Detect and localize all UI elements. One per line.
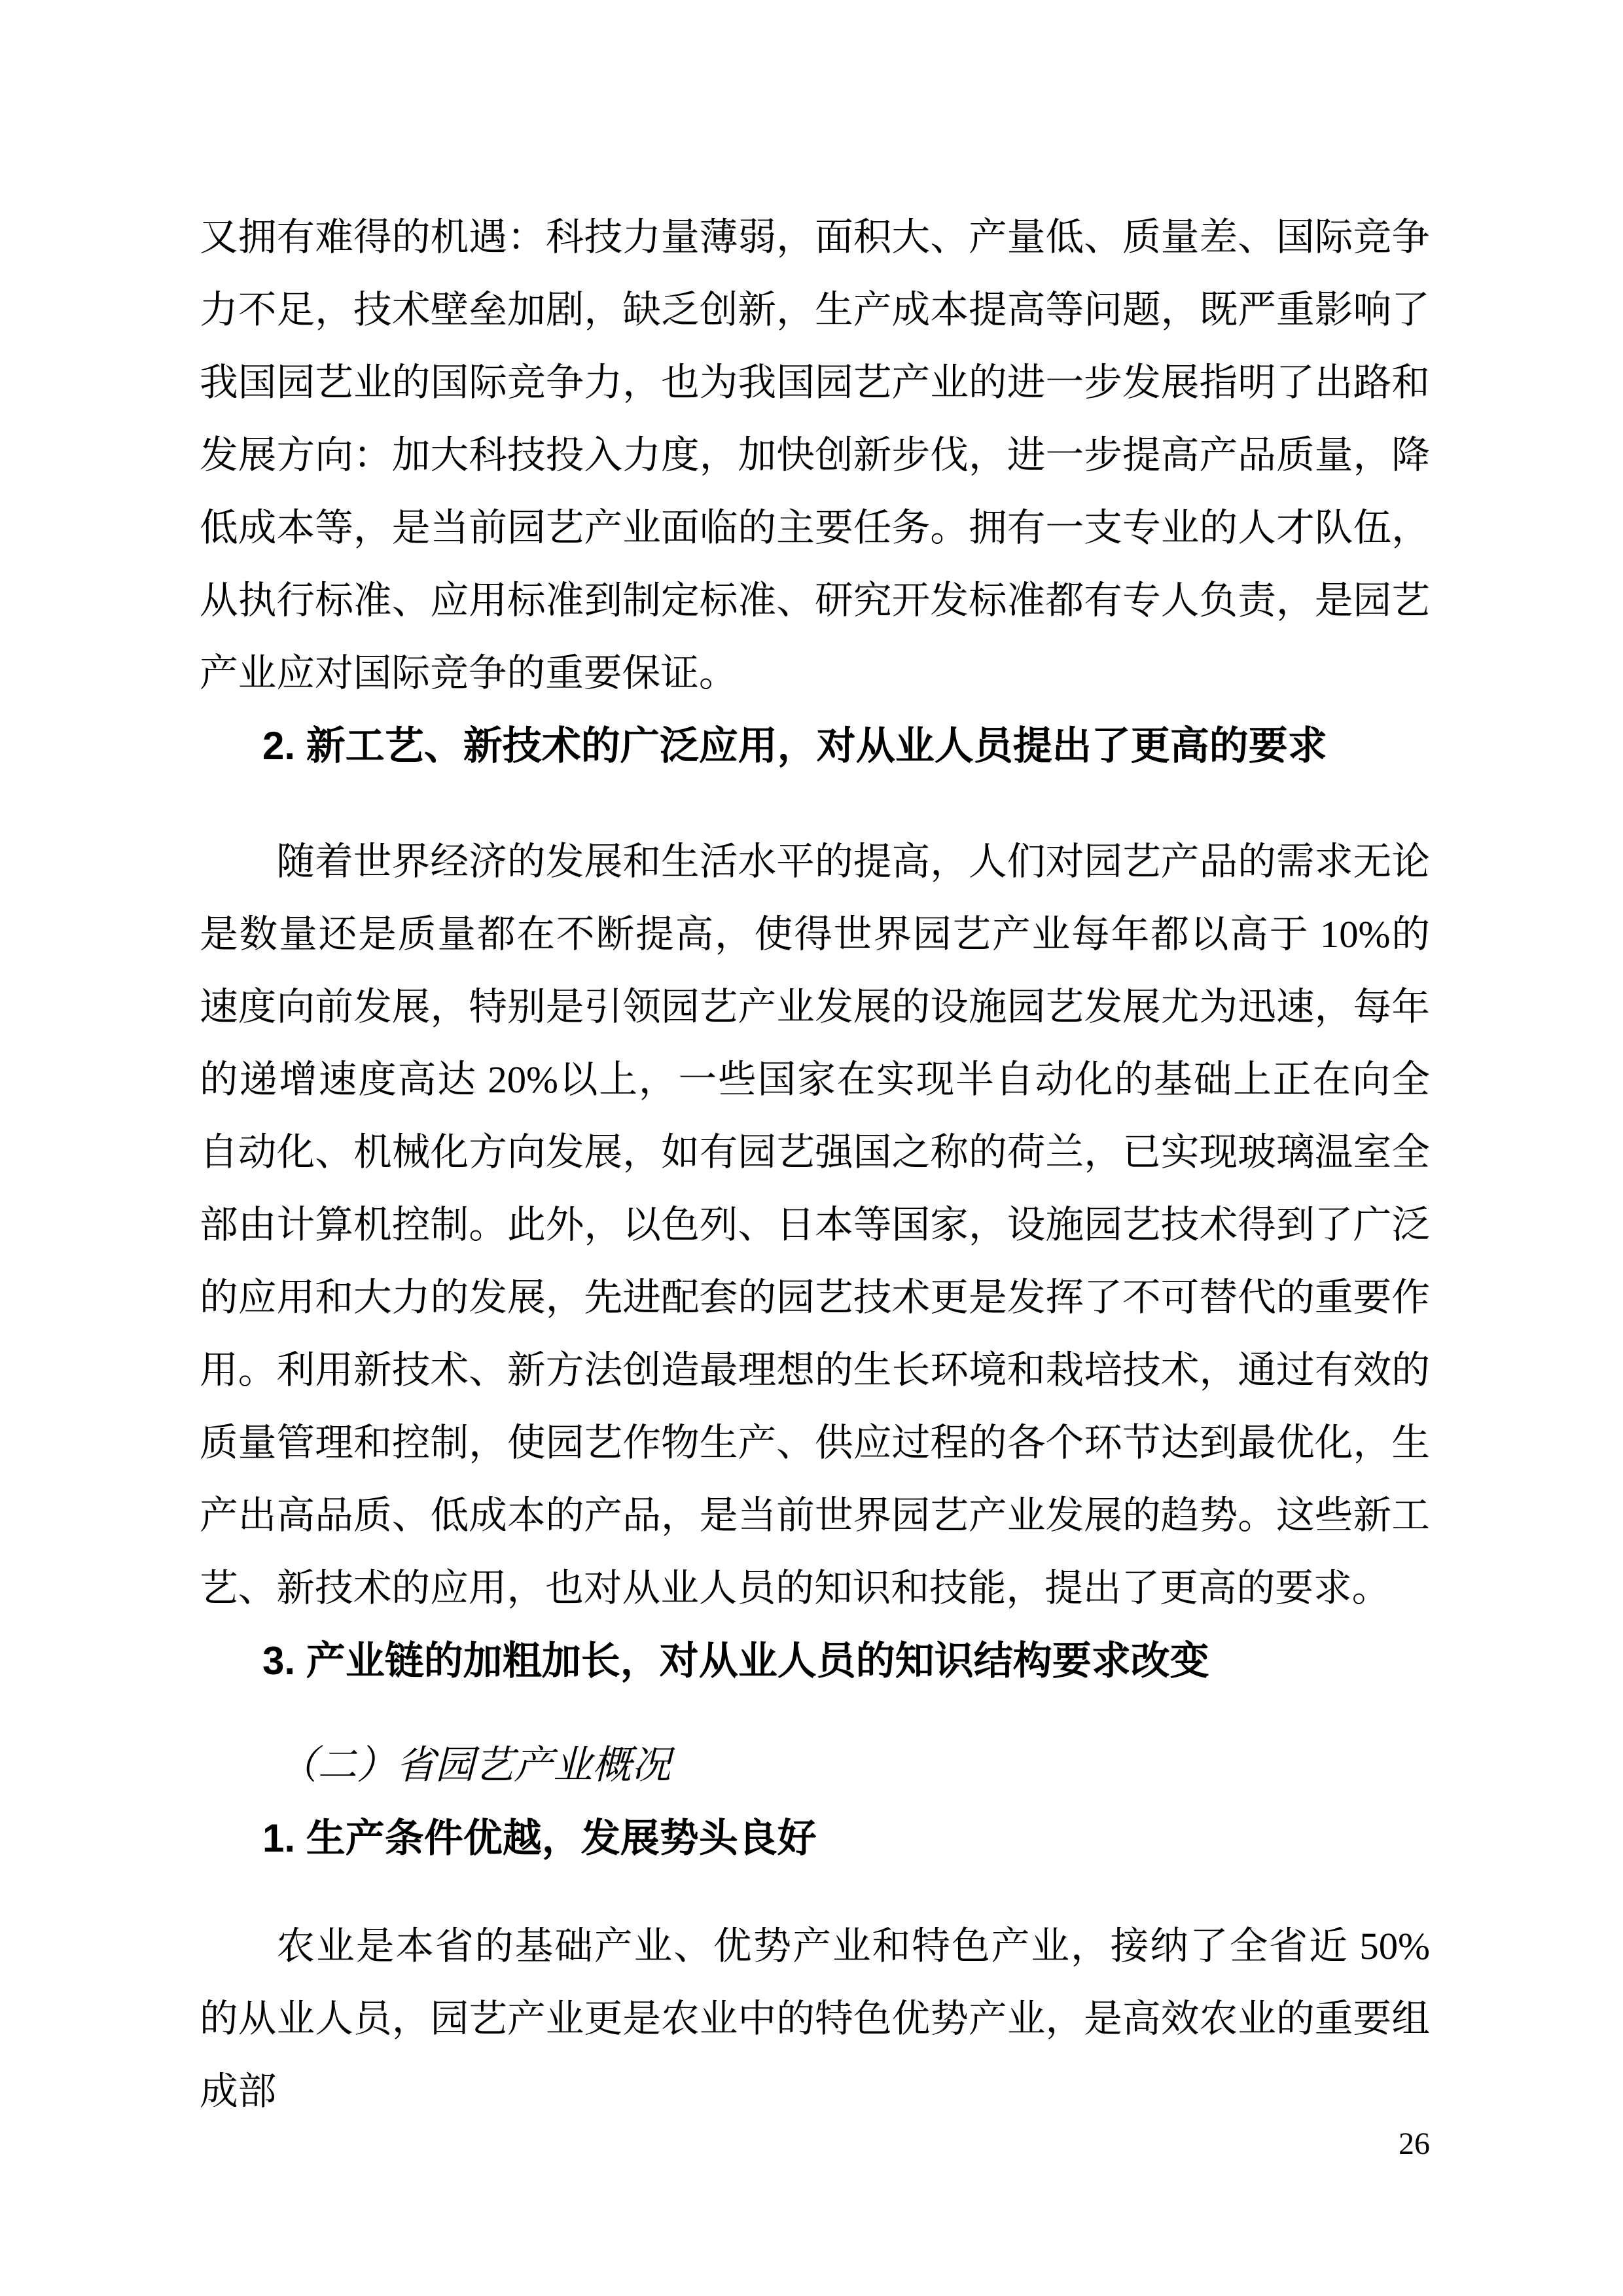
paragraph-new-technology: 随着世界经济的发展和生活水平的提高，人们对园艺产品的需求无论是数量还是质量都在不断提高，使得世界园艺产业每年都以高于 10%的速度向前发展，特别是引领园艺产业发展的设施园艺发展尤为迅速，每年的递增速度高达 20%以上，一些国家在实现半自动化的基础上正在向全自动化、机械化方向发展，如有园艺强国之称的荷兰，已实现玻璃温室全部由计算机控制。此外，以色列、日本等国家，设施园艺技术得到了广泛的应用和大力的发展，先进配套的园艺技术更是发挥了不可替代的重要作用。利用新技术、新方法创造最理想的生长环境和栽培技术，通过有效的质量管理和控制，使园艺作物生产、供应过程的各个环节达到最优化，生产出高品质、低成本的产品，是当前世界园艺产业发展的趋势。这些新工艺、新技术的应用，也对从业人员的知识和技能，提出了更高的要求。: [200, 840, 1430, 1609]
numbered-heading-2: 2. 新工艺、新技术的广泛应用，对从业人员提出了更高的要求: [262, 724, 1327, 768]
paragraph-agriculture: 农业是本省的基础产业、优势产业和特色产业，接纳了全省近 50%的从业人员，园艺产业更是农业中的特色优势产业，是高效农业的重要组成部: [200, 1925, 1430, 2113]
numbered-heading-1: 1. 生产条件优越，发展势头良好: [262, 1816, 817, 1860]
paragraph-continuation: 又拥有难得的机遇：科技力量薄弱，面积大、产量低、质量差、国际竞争力不足，技术壁垒加剧，缺乏创新，生产成本提高等问题，既严重影响了我国园艺业的国际竞争力，也为我国园艺产业的进一步发展指明了出路和发展方向：加大科技投入力度，加快创新步伐，进一步提高产品质量，降低成本等，是当前园艺产业面临的主要任务。拥有一支专业的人才队伍，从执行标准、应用标准到制定标准、研究开发标准都有专人负责，是园艺产业应对国际竞争的重要保证。: [200, 216, 1430, 694]
section-heading: （二）省园艺产业概况: [278, 1744, 671, 1787]
page-number: 26: [1399, 2126, 1430, 2161]
numbered-heading-3: 3. 产业链的加粗加长，对从业人员的知识结构要求改变: [262, 1639, 1209, 1683]
